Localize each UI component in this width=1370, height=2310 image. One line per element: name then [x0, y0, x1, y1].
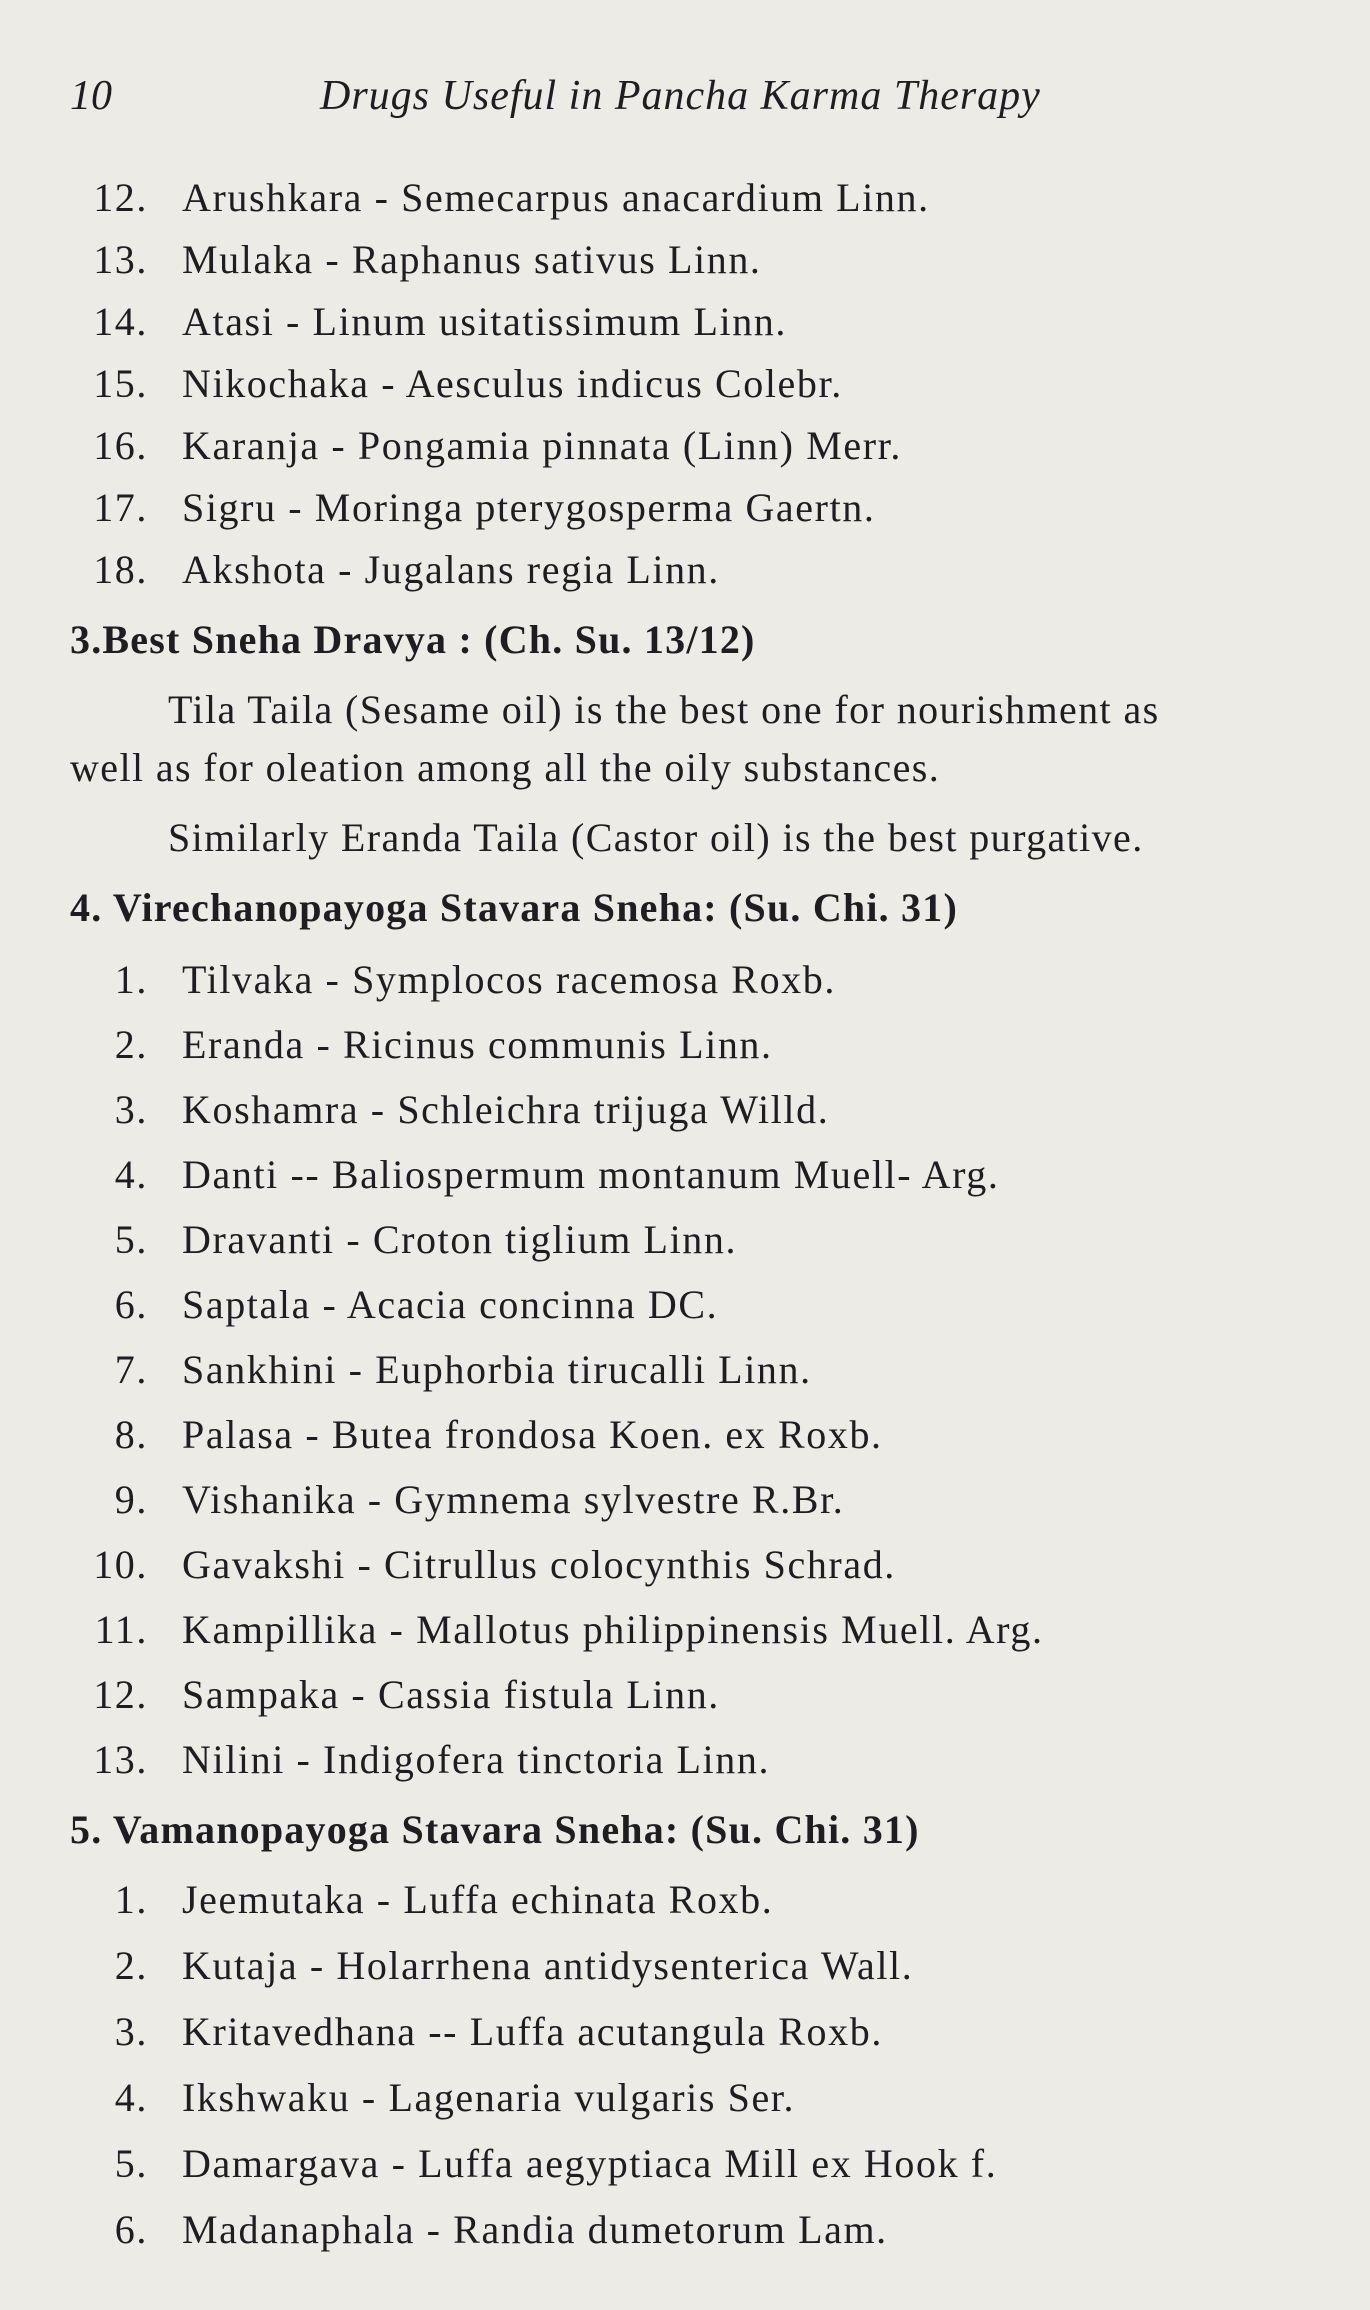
section-heading: 4. Virechanopayoga Stavara Sneha: (Su. Chi. 31) — [70, 885, 958, 930]
section-heading: 3.Best Sneha Dravya : (Ch. Su. 13/12) — [70, 617, 756, 662]
paragraph-line: Tila Taila (Sesame oil) is the best one for nourishment as — [168, 687, 1160, 732]
book-page: 10 Drugs Useful in Pancha Karma Therapy 12. Arushkara - Semecarpus anacardium Linn. 13. Mulaka - Raphanus sativus Linn. 14. Atasi - Linum usitatissimum Linn. 15. Nikochaka - Aesculus indicus Colebr. 16. Karanja - Pongamia pinnata (Linn) Merr. 17. Sigru - Moringa pterygosperma Gaertn. 18. Akshota - Jugalans regia Linn. 3.Best Sneha Dravya : (Ch. Su. 13/12) Tila Taila (Sesame oil) is the best one for nourishment as well as for oleation among all the oily substances. Similarly Eranda Taila (Castor oil) is the best purgative. 4. Virechanopayoga Stavara Sneha: (Su. Chi. 31) 1. Tilvaka - Symplocos racemosa Roxb. 2. Eranda - Ricinus communis Linn. 3. Koshamra - Schleichra trijuga Willd. 4. Danti -- Baliospermum montanum Muell- Arg. 5. Dravanti - Croton tiglium Linn. 6. Saptala - Acacia concinna DC. 7. Sankhini - Euphorbia tirucalli Linn. 8. Palasa - Butea frondosa Koen. ex Roxb. 9. Vishanika - Gymnema sylvestre R.Br. 10. Gavakshi - Citrullus colocynthis Schrad. 11. Kampillika - Mallotus philippinensis Muell. Arg. 12. Sampaka - Cassia fistula Linn. 13. Nilini - Indigofera tinctoria Linn. 5. Vamanopayoga Stavara Sneha: (Su. Chi. 31) 1. Jeemutaka - Luffa echinata Roxb. 2. Kutaja - Holarrhena antidysenterica Wall. 3. Kritavedhana -- Luffa acutangula Roxb. 4. Ikshwaku - Lagenaria vulgaris Ser. 5. Damargava - Luffa aegyptiaca Mill ex Hook f. 6. Madanaphala - Randia dumetorum Lam. — [0, 0, 1370, 2310]
paragraph-line: well as for oleation among all the oily substances. — [70, 745, 941, 790]
paragraph: Similarly Eranda Taila (Castor oil) is the best purgative. — [168, 815, 1144, 860]
section-heading: 5. Vamanopayoga Stavara Sneha: (Su. Chi. 31) — [70, 1807, 920, 1852]
running-header — [70, 72, 1310, 132]
page-number: 10 — [70, 73, 112, 119]
running-title: Drugs Useful in Pancha Karma Therapy — [320, 73, 1041, 119]
